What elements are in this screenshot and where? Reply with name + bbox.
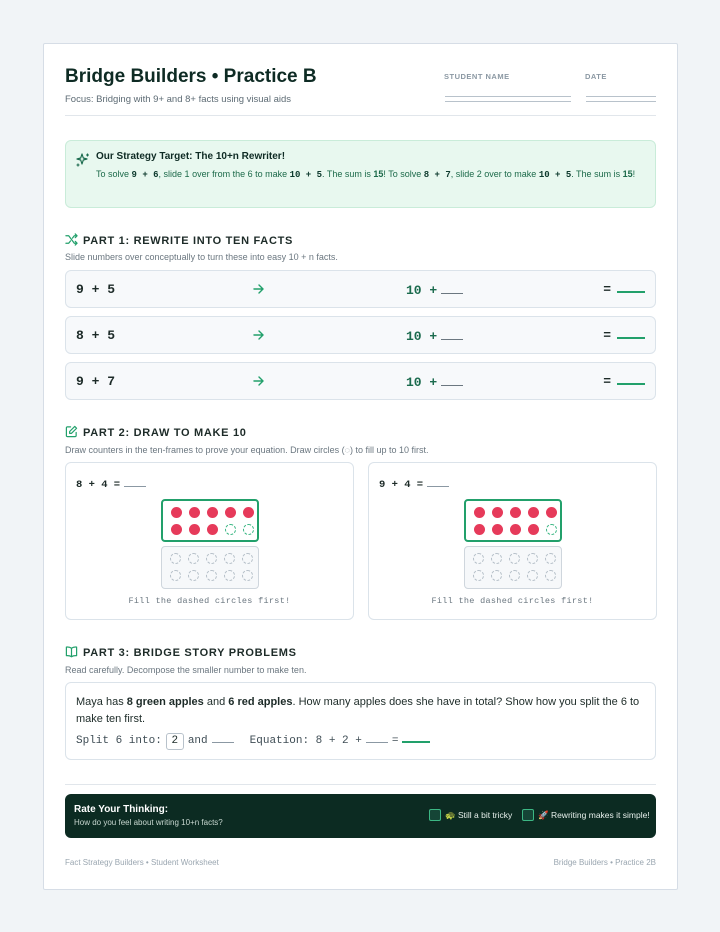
rewrite-row-3 [65, 362, 656, 400]
rating-subtitle: How do you feel about writing 10+n facts? [74, 818, 223, 827]
part2-subtitle: Draw counters in the ten-frames to prove your equation. Draw circles (◌) to fill up to 10 first. [65, 445, 429, 455]
counter [528, 524, 539, 535]
empty-counter-slot [224, 553, 235, 564]
footer-right: Bridge Builders • Practice 2B [553, 858, 656, 867]
answer: = [603, 282, 645, 297]
counter [207, 507, 218, 518]
ten-fact: 10 + [406, 375, 463, 390]
rating-bar [65, 794, 656, 838]
answer: = [603, 374, 645, 389]
equation-blank[interactable] [124, 481, 146, 487]
answer: = [603, 328, 645, 343]
addend-blank[interactable] [441, 330, 463, 340]
counter [474, 524, 485, 535]
counter [492, 507, 503, 518]
student-name-label: STUDENT NAME [444, 72, 510, 81]
checkbox-icon[interactable] [522, 809, 534, 821]
card-hint: Fill the dashed circles first! [128, 596, 291, 606]
counter [510, 524, 521, 535]
empty-counter-slot [188, 570, 199, 581]
rating-title: Rate Your Thinking: [74, 804, 169, 815]
story-work-line: Split 6 into: 2 and Equation: 8 + 2 + = [76, 733, 430, 750]
empty-counter-slot [188, 553, 199, 564]
dashed-counter-slot [225, 524, 236, 535]
counter [528, 507, 539, 518]
part1-subtitle: Slide numbers over conceptually to turn these into easy 10 + n facts. [65, 252, 338, 262]
empty-counter-slot [545, 553, 556, 564]
student-name-field[interactable] [445, 96, 571, 102]
counter [189, 524, 200, 535]
empty-counter-slot [527, 553, 538, 564]
arrow-right-icon [253, 283, 265, 295]
part1-title: PART 1: REWRITE INTO TEN FACTS [65, 233, 293, 247]
empty-counter-slot [491, 553, 502, 564]
pencil-square-icon [65, 425, 78, 438]
rewrite-row-1 [65, 270, 656, 308]
story-problem-card [65, 682, 656, 760]
sparkles-icon [75, 152, 91, 168]
counter [510, 507, 521, 518]
counter [171, 524, 182, 535]
empty-counter-slot [509, 570, 520, 581]
section-divider [65, 784, 656, 785]
ten-frame-card-2 [368, 462, 657, 620]
page-title: Bridge Builders • Practice B [65, 66, 317, 87]
answer-blank[interactable] [402, 735, 430, 743]
split-value-box[interactable]: 2 [166, 733, 184, 750]
problem-text: 9 + 7 [76, 374, 116, 389]
counter [171, 507, 182, 518]
empty-counter-slot [242, 553, 253, 564]
date-label: DATE [585, 72, 607, 81]
story-text: Maya has 8 green apples and 6 red apples. How many apples does she have in total? Show how you split the 6 to make ten first. [76, 696, 640, 725]
empty-counter-slot [224, 570, 235, 581]
empty-counter-slot [527, 570, 538, 581]
arrow-right-icon [253, 329, 265, 341]
counter [225, 507, 236, 518]
empty-counter-slot [242, 570, 253, 581]
empty-counter-slot [206, 570, 217, 581]
problem-text: 9 + 5 [76, 282, 116, 297]
ten-fact: 10 + [406, 283, 463, 298]
ten-frame-bottom[interactable] [464, 546, 562, 589]
card-equation: 9 + 4 = [379, 479, 449, 491]
addend-blank[interactable] [441, 376, 463, 386]
counter [546, 507, 557, 518]
empty-counter-slot [473, 553, 484, 564]
header-divider [65, 115, 656, 116]
counter [492, 524, 503, 535]
arrow-right-icon [253, 375, 265, 387]
worksheet-page [43, 43, 678, 890]
checkbox-icon[interactable] [429, 809, 441, 821]
answer-blank[interactable] [617, 283, 645, 293]
equation-blank[interactable] [366, 735, 388, 743]
counter [207, 524, 218, 535]
empty-counter-slot [170, 570, 181, 581]
date-field[interactable] [586, 96, 656, 102]
ten-frame-top[interactable] [161, 499, 259, 542]
empty-counter-slot [473, 570, 484, 581]
part3-title: PART 3: BRIDGE STORY PROBLEMS [65, 645, 297, 659]
equation-blank[interactable] [427, 481, 449, 487]
shuffle-icon [65, 233, 78, 246]
empty-counter-slot [509, 553, 520, 564]
rating-option-tricky[interactable]: 🐢 Still a bit tricky [429, 809, 512, 821]
part2-title: PART 2: DRAW TO MAKE 10 [65, 425, 247, 439]
dashed-counter-slot [546, 524, 557, 535]
open-book-icon [65, 645, 78, 658]
dashed-counter-slot [243, 524, 254, 535]
ten-frame-top[interactable] [464, 499, 562, 542]
addend-blank[interactable] [441, 284, 463, 294]
strategy-text: To solve 9 + 6, slide 1 over from the 6 to make 10 + 5. The sum is 15! To solve 8 + 7, slide 2 over to make 10 + 5. The sum is 15! [96, 169, 636, 180]
answer-blank[interactable] [617, 375, 645, 385]
card-equation: 8 + 4 = [76, 479, 146, 491]
empty-counter-slot [545, 570, 556, 581]
empty-counter-slot [491, 570, 502, 581]
answer-blank[interactable] [617, 329, 645, 339]
split-blank[interactable] [212, 735, 234, 743]
footer-left: Fact Strategy Builders • Student Worksheet [65, 858, 219, 867]
part3-subtitle: Read carefully. Decompose the smaller number to make ten. [65, 665, 307, 675]
focus-subtitle: Focus: Bridging with 9+ and 8+ facts using visual aids [65, 94, 292, 105]
counter [474, 507, 485, 518]
ten-frame-card-1 [65, 462, 354, 620]
counter [189, 507, 200, 518]
worksheet-header [65, 66, 656, 116]
ten-frame-bottom[interactable] [161, 546, 259, 589]
rating-option-simple[interactable]: 🚀 Rewriting makes it simple! [522, 809, 650, 821]
ten-fact: 10 + [406, 329, 463, 344]
card-hint: Fill the dashed circles first! [431, 596, 594, 606]
rewrite-row-2 [65, 316, 656, 354]
counter [243, 507, 254, 518]
empty-counter-slot [170, 553, 181, 564]
empty-counter-slot [206, 553, 217, 564]
strategy-callout [65, 140, 656, 208]
strategy-title: Our Strategy Target: The 10+n Rewriter! [96, 151, 286, 162]
problem-text: 8 + 5 [76, 328, 116, 343]
